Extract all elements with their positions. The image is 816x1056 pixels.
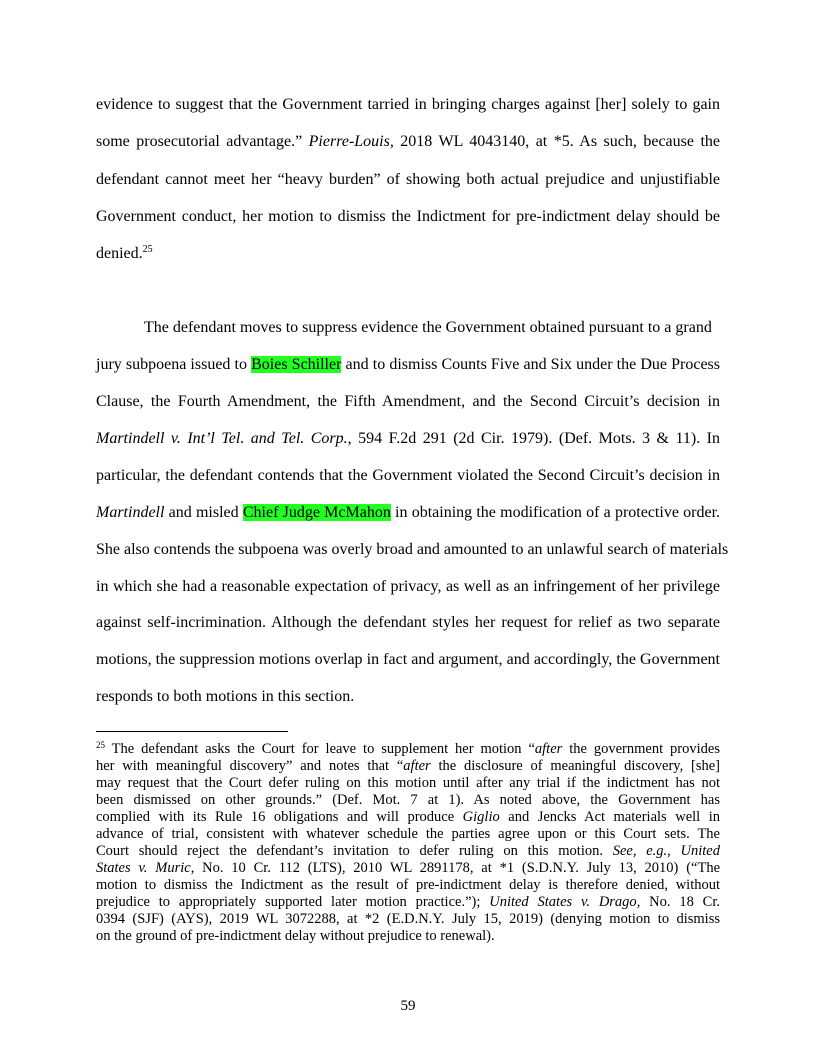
body-line: against self-incrimination. Although the defendant styles her request for relief as two separate: [96, 614, 720, 631]
body-line: denied.$^{25}$: [96, 244, 153, 262]
footnote-line: Court should reject the defendant’s invitation to defer ruling on this motion. See, e.g., United: [96, 843, 720, 859]
body-line: particular, the defendant contends that the Government violated the Second Circuit’s decision in: [96, 467, 720, 484]
highlighted-name: Boies Schiller: [251, 356, 342, 373]
footnote-reference: 25: [142, 244, 153, 255]
case-citation: Martindell: [96, 504, 165, 521]
footnote-line: may request that the Court defer ruling on this motion until after any trial if the indictment has not: [96, 775, 720, 791]
document-page: [96, 0, 729, 1056]
section-heading: [96, 281, 144, 301]
footnote-line: complied with its Rule 16 obligations and will produce Giglio and Jencks Act materials well in: [96, 809, 720, 825]
case-citation: Martindell v. Int’l Tel. and Tel. Corp.: [96, 430, 348, 447]
body-line: some prosecutorial advantage.” Pierre-Louis, 2018 WL 4043140, at *5. As such, because the: [96, 133, 720, 150]
footnote-line: been dismissed on other grounds.” (Def. Mot. 7 at 1). As noted above, the Government has: [96, 792, 720, 808]
body-line: Martindell and misled Chief Judge McMahon in obtaining the modification of a protective order.: [96, 504, 721, 521]
footnote-line: on the ground of pre-indictment delay without prejudice to renewal).: [96, 928, 495, 944]
body-line: in which she had a reasonable expectation of privacy, as well as an infringement of her privilege: [96, 578, 720, 595]
body-line: responds to both motions in this section.: [96, 688, 355, 705]
footnote-line: $^{25}$ The defendant asks the Court for leave to supplement her motion “after the government provides: [96, 740, 720, 757]
body-line: She also contends the subpoena was overly broad and amounted to an unlawful search of materials: [96, 541, 729, 558]
body-line: defendant cannot meet her “heavy burden” of showing both actual prejudice and unjustifiable: [96, 171, 720, 188]
body-line: evidence to suggest that the Government tarried in bringing charges against [her] solely to gain: [96, 96, 720, 113]
body-line: The defendant moves to suppress evidence the Government obtained pursuant to a grand: [144, 319, 712, 336]
footnote-line: her with meaningful discovery” and notes that “after the disclosure of meaningful discovery, [she]: [96, 758, 721, 774]
footnote-line: States v. Muric, No. 10 Cr. 112 (LTS), 2010 WL 2891178, at *1 (S.D.N.Y. July 13, 2010) (“The: [96, 860, 720, 876]
footnote-line: advance of trial, consistent with whatever schedule the parties agree upon or this Court sets. The: [96, 826, 720, 842]
highlighted-name: Chief Judge McMahon: [242, 504, 391, 521]
body-line: Clause, the Fourth Amendment, the Fifth Amendment, and the Second Circuit’s decision in: [96, 393, 720, 410]
body-line: Martindell v. Int’l Tel. and Tel. Corp., 594 F.2d 291 (2d Cir. 1979). (Def. Mots. 3 & 11). In: [96, 430, 721, 447]
body-line: motions, the suppression motions overlap in fact and argument, and accordingly, the Government: [96, 651, 720, 668]
footnote-separator: [96, 731, 288, 732]
case-citation: Pierre-Louis: [308, 133, 390, 150]
footnote-line: 0394 (SJF) (AYS), 2019 WL 3072288, at *2 (E.D.N.Y. July 15, 2019) (denying motion to dismiss: [96, 911, 720, 927]
page-number: 59: [400, 998, 416, 1014]
footnote-line: motion to dismiss the Indictment as the result of pre-indictment delay is therefore denied, without: [96, 877, 720, 893]
footnote-number: 25: [96, 740, 105, 750]
body-line: Government conduct, her motion to dismiss the Indictment for pre-indictment delay should be: [96, 208, 720, 225]
body-line: jury subpoena issued to Boies Schiller and to dismiss Counts Five and Six under the Due Process: [96, 356, 720, 373]
footnote-line: prejudice to appropriately supported later motion practice.”); United States v. Drago, No. 18 Cr.: [96, 894, 720, 910]
